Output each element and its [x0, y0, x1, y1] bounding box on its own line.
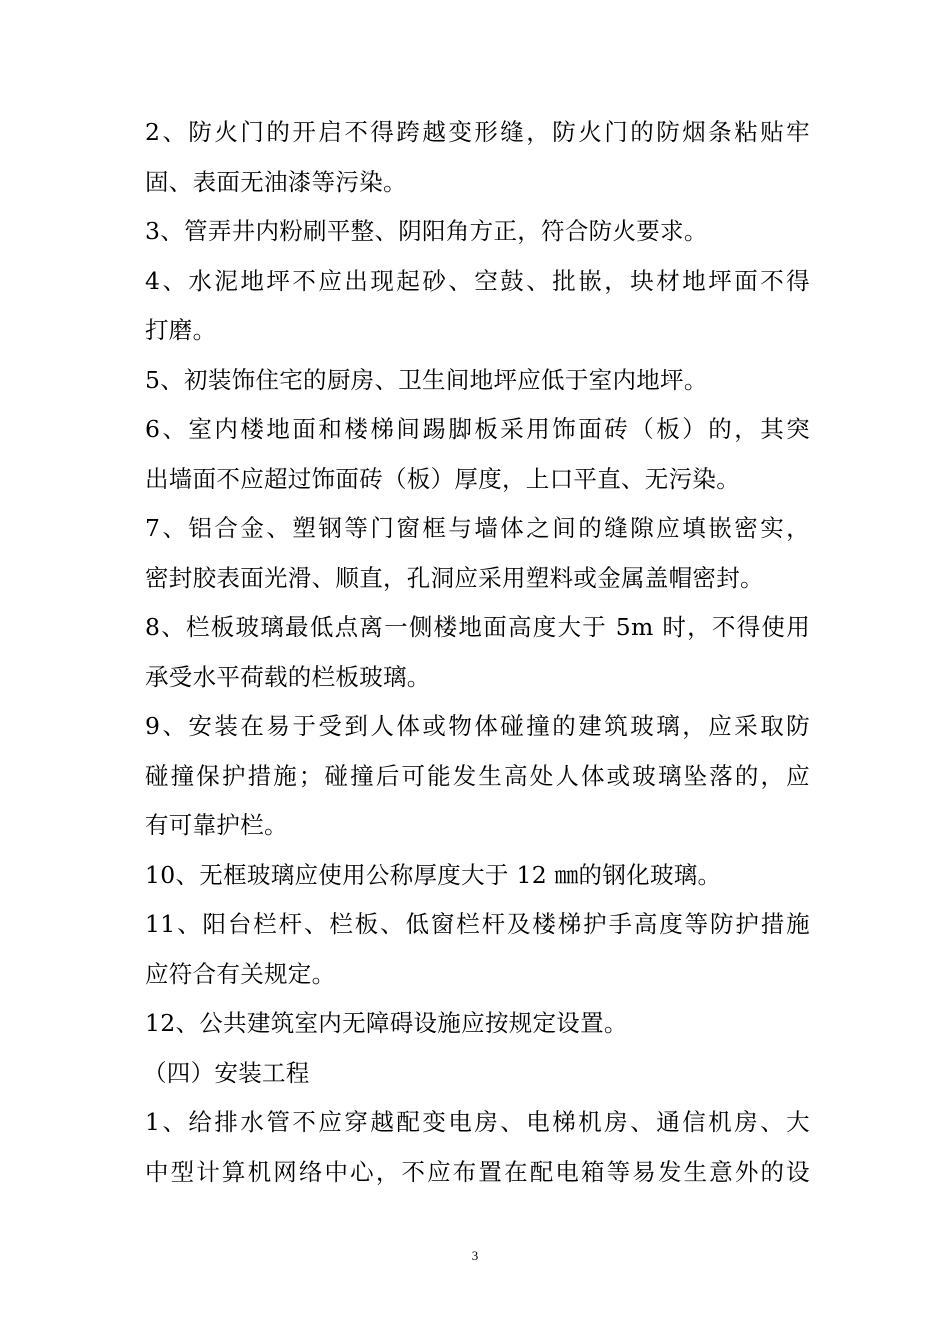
text-line: 打磨。 — [145, 316, 217, 344]
page-number: 3 — [471, 1248, 479, 1263]
text-line: 中型计算机网络中心，不应布置在配电箱等易发生意外的设 — [145, 1157, 810, 1186]
text-line: 固、表面无油漆等污染。 — [145, 167, 407, 196]
text-line: 承受水平荷载的栏板玻璃。 — [145, 662, 431, 691]
section-heading: （四）安装工程 — [143, 1058, 310, 1087]
text-line: 6、室内楼地面和楼梯间踢脚板采用饰面砖（板）的，其突 — [145, 415, 810, 443]
text-line: 9、安装在易于受到人体或物体碰撞的建筑玻璃，应采取防 — [145, 712, 810, 740]
text-line: 2、防火门的开启不得跨越变形缝，防火门的防烟条粘贴牢 — [145, 118, 810, 146]
text-line: 1、给排水管不应穿越配变电房、电梯机房、通信机房、大 — [145, 1108, 810, 1136]
text-line: 10、无框玻璃应使用公称厚度大于 12 ㎜的钢化玻璃。 — [145, 860, 722, 889]
text-line: 11、阳台栏杆、栏板、低窗栏杆及楼梯护手高度等防护措施 — [145, 910, 810, 938]
text-line: 7、铝合金、塑钢等门窗框与墙体之间的缝隙应填嵌密实， — [145, 514, 810, 542]
document-body — [145, 108, 810, 1197]
text-line: 8、栏板玻璃最低点离一侧楼地面高度大于 5m 时，不得使用 — [145, 613, 810, 641]
text-line: 5、初装饰住宅的厨房、卫生间地坪应低于室内地坪。 — [145, 365, 708, 394]
text-line: 碰撞保护措施；碰撞后可能发生高处人体或玻璃坠落的，应 — [145, 761, 810, 790]
text-line: 出墙面不应超过饰面砖（板）厚度，上口平直、无污染。 — [145, 464, 740, 493]
text-line: 4、水泥地坪不应出现起砂、空鼓、批嵌，块材地坪面不得 — [145, 266, 810, 295]
text-line: 应符合有关规定。 — [145, 959, 336, 988]
text-line: 密封胶表面光滑、顺直，孔洞应采用塑料或金属盖帽密封。 — [145, 563, 764, 592]
text-line: 3、管弄井内粉刷平整、阴阳角方正，符合防火要求。 — [145, 217, 708, 245]
text-line: 有可靠护栏。 — [145, 811, 288, 839]
text-line: 12、公共建筑室内无障碍设施应按规定设置。 — [145, 1009, 628, 1037]
